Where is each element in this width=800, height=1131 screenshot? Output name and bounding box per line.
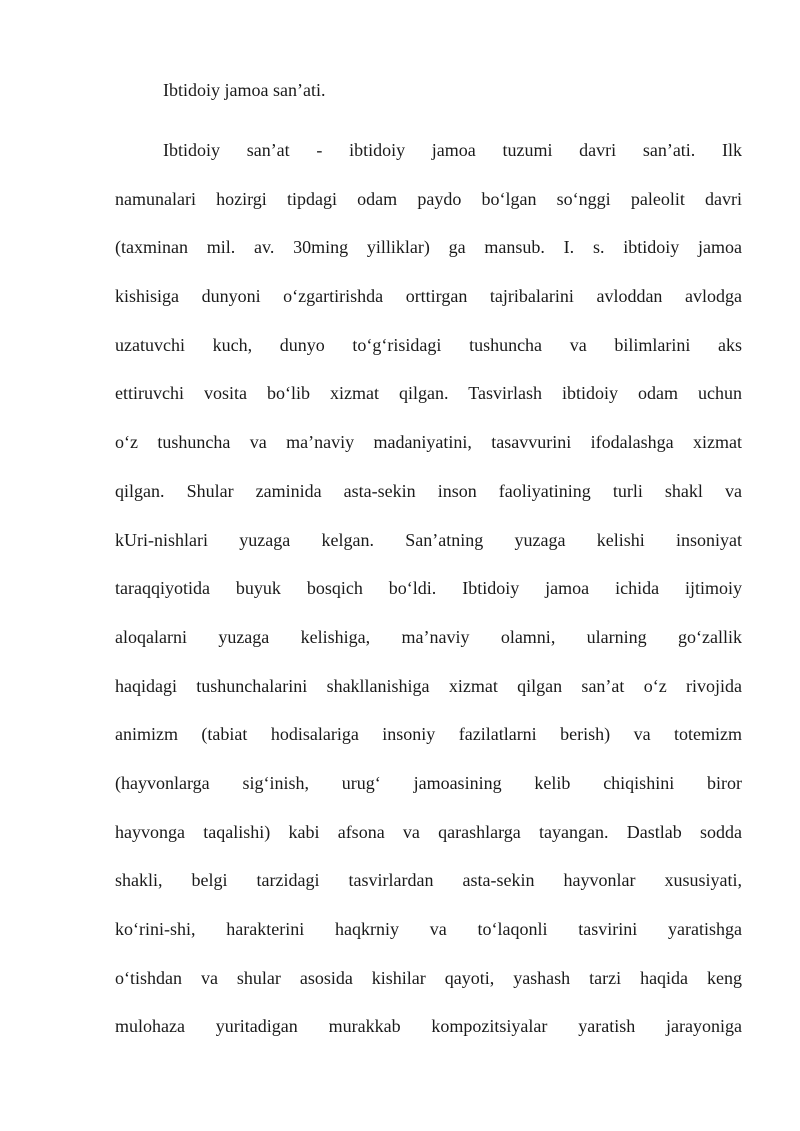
body-paragraph — [115, 126, 742, 1051]
paragraph-line: Ibtidoiy san’at - ibtidoiy jamoa tuzumi davri san’ati. Ilk — [163, 140, 742, 160]
paragraph-line: o‘tishdan va shular asosida kishilar qayoti, yashash tarzi haqida keng — [115, 967, 742, 988]
paragraph-line: ko‘rini-shi, harakterini haqkrniy va to‘laqonli tasvirini yaratishga — [115, 919, 742, 939]
paragraph-line: mulohaza yuritadigan murakkab kompozitsiyalar yaratish jarayoniga — [115, 1016, 742, 1037]
paragraph-line: kUri-nishlari yuzaga kelgan. San’atning yuzaga kelishi insoniyat — [115, 529, 742, 550]
paragraph-line: haqidagi tushunchalarini shakllanishiga xizmat qilgan san’at o‘z rivojida — [115, 675, 742, 696]
paragraph-line: hayvonga taqalishi) kabi afsona va qarashlarga tayangan. Dastlab sodda — [115, 821, 742, 842]
paragraph-line: (taxminan mil. av. 30ming yilliklar) ga mansub. I. s. ibtidoiy jamoa — [115, 237, 742, 258]
paragraph-line: aloqalarni yuzaga kelishiga, ma’naviy olamni, ularning go‘zallik — [115, 626, 742, 647]
paragraph-line: qilgan. Shular zaminida asta-sekin inson faoliyatining turli shakl va — [115, 480, 742, 501]
paragraph-line: animizm (tabiat hodisalariga insoniy fazilatlarni berish) va totemizm — [115, 724, 742, 745]
paragraph-line: ettiruvchi vosita bo‘lib xizmat qilgan. Tasvirlash ibtidoiy odam uchun — [115, 383, 742, 404]
paragraph-line: uzatuvchi kuch, dunyo to‘g‘risidagi tushuncha va bilimlarini aks — [115, 334, 742, 355]
paragraph-line: namunalari hozirgi tipdagi odam paydo bo‘lgan so‘nggi paleolit davri — [115, 188, 742, 209]
paragraph-line: shakli, belgi tarzidagi tasvirlardan asta-sekin hayvonlar xususiyati, — [115, 870, 742, 891]
paragraph-line: (hayvonlarga sig‘inish, urug‘ jamoasining kelib chiqishini biror — [115, 772, 742, 793]
paragraph-line: taraqqiyotida buyuk bosqich bo‘ldi. Ibtidoiy jamoa ichida ijtimoiy — [115, 578, 742, 599]
paragraph-line: o‘z tushuncha va ma’naviy madaniyatini, tasavvurini ifodalashga xizmat — [115, 432, 742, 453]
paragraph-line: kishisiga dunyoni o‘zgartirishda orttirgan tajribalarini avloddan avlodga — [115, 286, 742, 307]
section-heading: Ibtidoiy jamoa san’ati. — [163, 80, 326, 100]
